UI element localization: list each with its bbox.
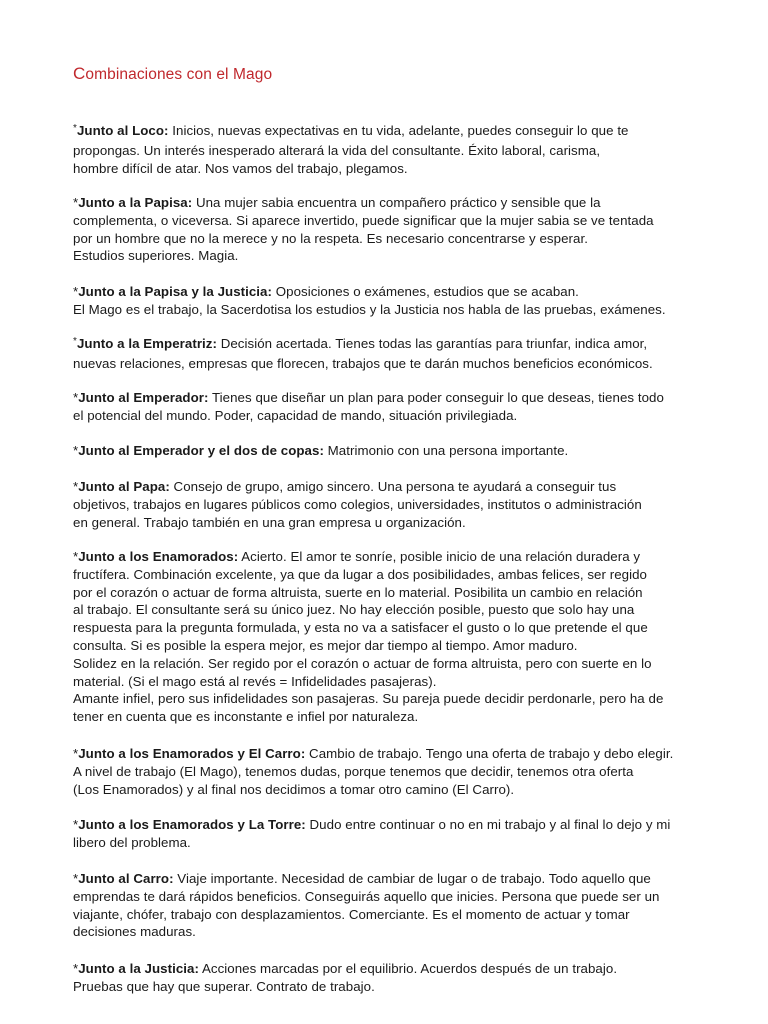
entry-line: emprendas te dará rápidos beneficios. Conseguirás aquello que inicies. Persona que puede ser un — [73, 888, 660, 904]
entry-bullet-star: * — [73, 961, 79, 976]
entry-heading: Junto a la Justicia: — [78, 961, 199, 976]
entry-text: Matrimonio con una persona importante. — [323, 443, 569, 458]
entry-line: objetivos, trabajos en lugares públicos como colegios, universidades, institutos o administración — [73, 496, 642, 512]
entry-paragraph — [73, 478, 703, 531]
entry-line: decisiones maduras. — [73, 924, 196, 940]
entry-first-line — [73, 442, 703, 460]
entry-text: Consejo de grupo, amigo sincero. Una persona te ayudará a conseguir tus — [169, 479, 617, 494]
entry-heading: Junto a los Enamorados y El Carro: — [78, 746, 306, 761]
entry-heading: Junto al Loco: — [76, 123, 169, 138]
entry-heading: Junto al Emperador y el dos de copas: — [78, 443, 324, 458]
entry-line: en general. Trabajo también en una gran empresa u organización. — [73, 514, 466, 530]
entry-paragraph — [73, 283, 703, 319]
entry-bullet-star: * — [73, 817, 79, 832]
entry-line: propongas. Un interés inesperado alterará la vida del consultante. Éxito laboral, carisma, — [73, 142, 601, 158]
entry-bullet-star: * — [73, 123, 77, 134]
entry-line: consulta. Si es posible la espera mejor, es mejor dar tiempo al tiempo. Amor maduro. — [73, 637, 578, 653]
entry-line: nuevas relaciones, empresas que florecen, trabajos que te darán muchos beneficios económicos. — [73, 355, 653, 371]
entry-first-line — [73, 194, 703, 212]
entry-bullet-star: * — [73, 195, 79, 210]
entry-first-line — [73, 870, 703, 888]
document-title — [73, 64, 272, 84]
entry-line: por el corazón o actuar de forma altruista, suerte en lo material. Posibilita un cambio en relación — [73, 584, 643, 600]
entry-bullet-star: * — [73, 443, 79, 458]
entry-first-line — [73, 548, 703, 566]
entry-first-line — [73, 478, 703, 496]
entry-paragraph — [73, 816, 703, 852]
entry-line: Solidez en la relación. Ser regido por el corazón o actuar de forma altruista, pero con suerte en lo — [73, 655, 652, 671]
entry-text: Viaje importante. Necesidad de cambiar de lugar o de trabajo. Todo aquello que — [173, 871, 651, 886]
entry-line: viajante, chófer, trabajo con desplazamientos. Comerciante. Es el momento de actuar y tomar — [73, 906, 630, 922]
entry-paragraph — [73, 870, 703, 941]
entry-line: Estudios superiores. Magia. — [73, 248, 239, 264]
entry-text: Acciones marcadas por el equilibrio. Acuerdos después de un trabajo. — [198, 961, 618, 976]
entry-first-line — [73, 389, 703, 407]
entry-text: Cambio de trabajo. Tengo una oferta de trabajo y debo elegir. — [305, 746, 674, 761]
title-text: ombinaciones con el Mago — [85, 66, 273, 83]
entry-bullet-star: * — [73, 871, 79, 886]
entry-bullet-star: * — [73, 746, 79, 761]
entry-line: por un hombre que no la merece y no la respeta. Es necesario concentrarse y esperar. — [73, 230, 588, 246]
entry-heading: Junto al Carro: — [78, 871, 174, 886]
entry-heading: Junto a los Enamorados: — [78, 549, 239, 564]
entry-line: libero del problema. — [73, 834, 191, 850]
entry-heading: Junto a la Emperatriz: — [76, 336, 217, 351]
entry-line: tener en cuenta que es inconstante e infiel por naturaleza. — [73, 709, 419, 725]
entry-bullet-star: * — [73, 479, 79, 494]
title-initial: C — [73, 64, 86, 83]
entry-line: material. (Si el mago está al revés = Infidelidades pasajeras). — [73, 673, 437, 689]
entry-line: fructífera. Combinación excelente, ya que da lugar a dos posibilidades, ambas felices, ser regido — [73, 566, 647, 582]
entry-text: Acierto. El amor te sonríe, posible inicio de una relación duradera y — [238, 549, 641, 564]
entry-line: complementa, o viceversa. Si aparece invertido, puede significar que la mujer sabia se ve tentada — [73, 212, 654, 228]
entry-first-line — [73, 122, 703, 142]
entry-text: Tienes que diseñar un plan para poder conseguir lo que deseas, tienes todo — [208, 390, 664, 405]
entry-paragraph — [73, 745, 703, 798]
entry-line: A nivel de trabajo (El Mago), tenemos dudas, porque tenemos que decidir, tenemos otra oferta — [73, 763, 634, 779]
entry-text: Decisión acertada. Tienes todas las garantías para triunfar, indica amor, — [216, 336, 648, 351]
entry-first-line — [73, 816, 703, 834]
entry-first-line — [73, 283, 703, 301]
entry-paragraph — [73, 389, 703, 425]
entry-heading: Junto a los Enamorados y La Torre: — [78, 817, 306, 832]
entry-line: el potencial del mundo. Poder, capacidad de mando, situación privilegiada. — [73, 407, 518, 423]
entry-line: respuesta para la pregunta formulada, y esta no va a satisfacer el gusto o lo que pretende el que — [73, 620, 648, 636]
entry-text: Inicios, nuevas expectativas en tu vida, adelante, puedes conseguir lo que te — [168, 123, 629, 138]
entry-text: Dudo entre continuar o no en mi trabajo y al final lo dejo y mi — [305, 817, 671, 832]
entry-first-line — [73, 960, 703, 978]
entry-paragraph — [73, 194, 703, 265]
entry-heading: Junto al Papa: — [78, 479, 170, 494]
entry-bullet-star: * — [73, 336, 77, 347]
entry-paragraph — [73, 548, 703, 726]
entry-line: El Mago es el trabajo, la Sacerdotisa los estudios y la Justicia nos habla de las pruebas, exámenes. — [73, 301, 666, 317]
entry-line: hombre difícil de atar. Nos vamos del trabajo, plegamos. — [73, 160, 408, 176]
entry-heading: Junto a la Papisa y la Justicia: — [78, 284, 272, 299]
entry-heading: Junto al Emperador: — [78, 390, 209, 405]
entry-text: Una mujer sabia encuentra un compañero práctico y sensible que la — [192, 195, 601, 210]
entry-bullet-star: * — [73, 549, 79, 564]
entry-paragraph — [73, 122, 703, 177]
entry-bullet-star: * — [73, 390, 79, 405]
entry-paragraph — [73, 335, 703, 373]
entry-bullet-star: * — [73, 284, 79, 299]
entry-paragraph — [73, 960, 703, 996]
entry-first-line — [73, 335, 703, 355]
entry-line: Amante infiel, pero sus infidelidades son pasajeras. Su pareja puede decidir perdonarle, pero ha de — [73, 691, 664, 707]
entry-paragraph — [73, 442, 703, 460]
entry-heading: Junto a la Papisa: — [78, 195, 193, 210]
entry-line: (Los Enamorados) y al final nos decidimos a tomar otro camino (El Carro). — [73, 781, 515, 797]
entry-first-line — [73, 745, 703, 763]
entry-text: Oposiciones o exámenes, estudios que se acaban. — [271, 284, 579, 299]
entry-line: Pruebas que hay que superar. Contrato de trabajo. — [73, 978, 375, 994]
entry-line: al trabajo. El consultante será su único juez. No hay elección posible, puesto que solo hay una — [73, 602, 635, 618]
